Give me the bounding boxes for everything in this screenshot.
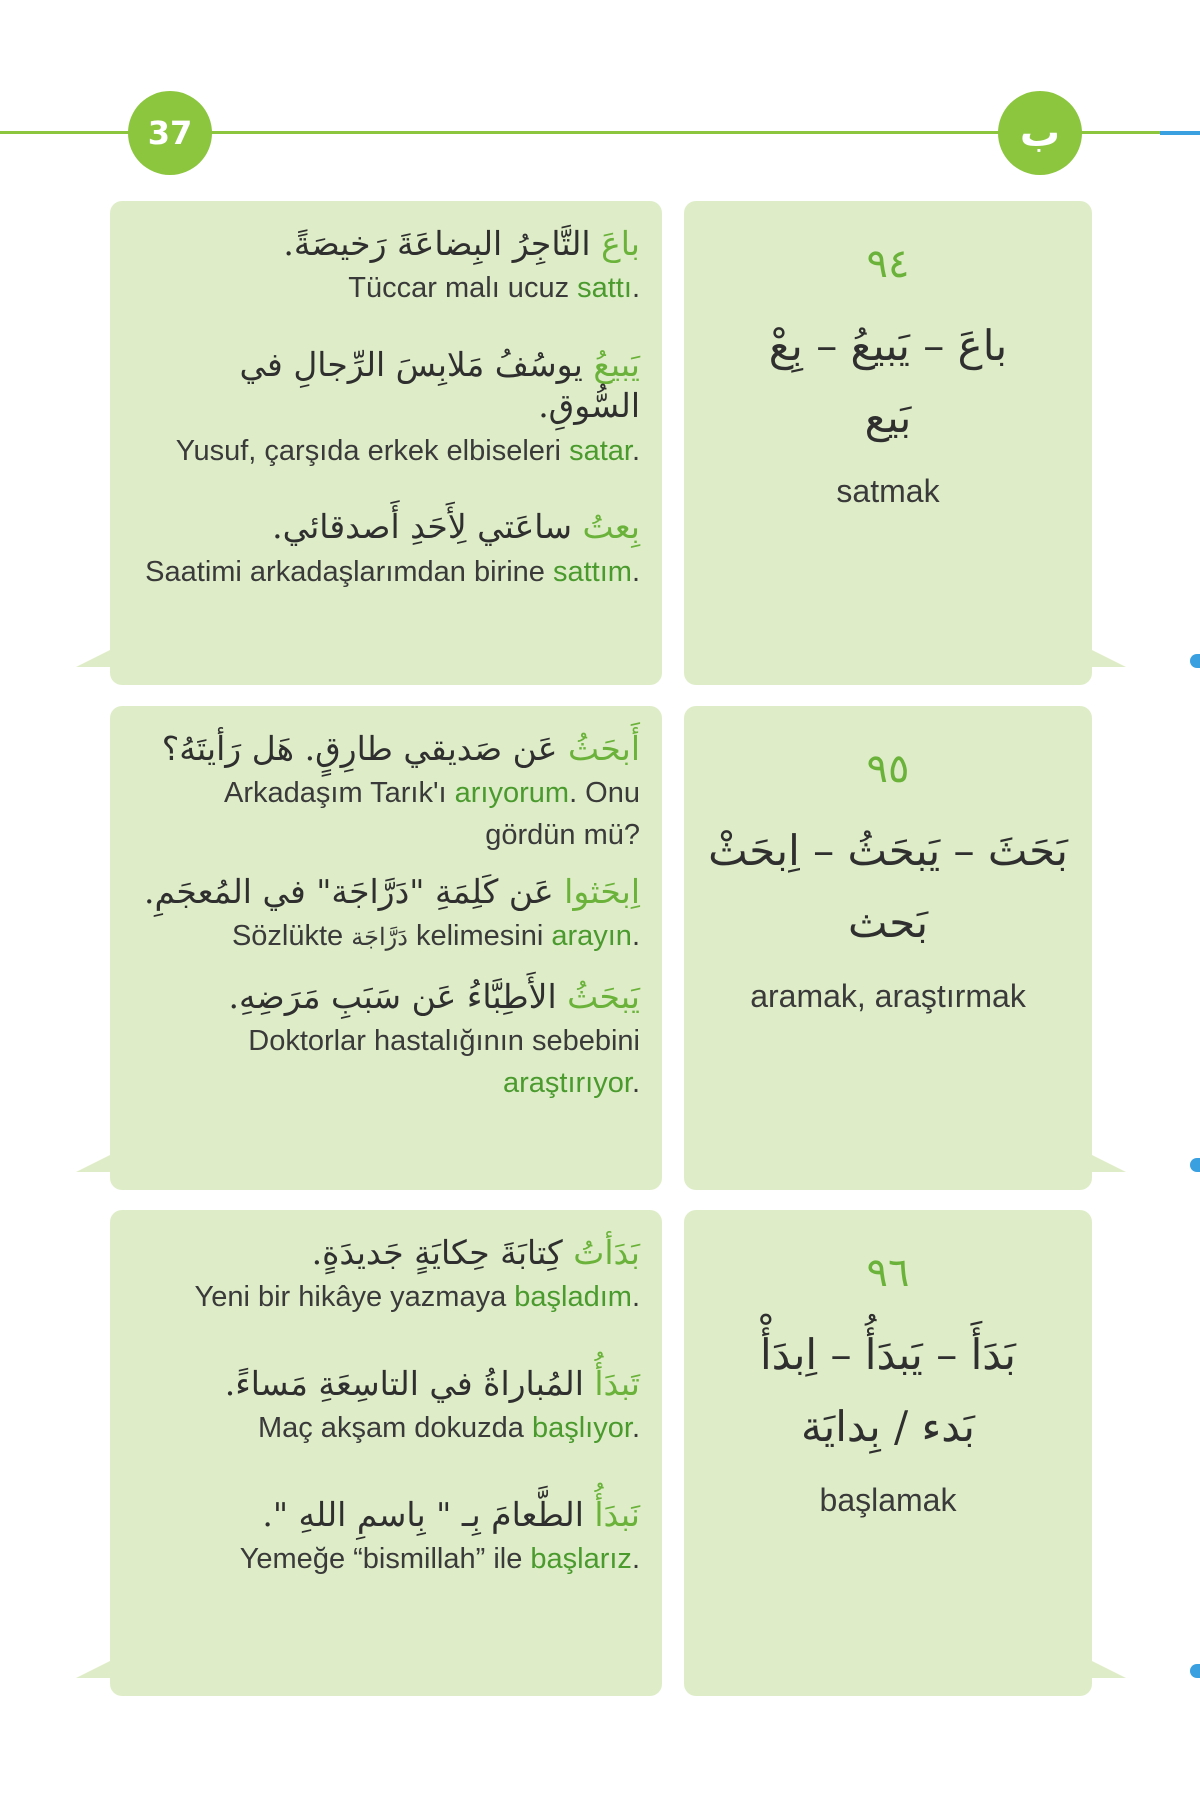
translation-text: . [631, 1066, 640, 1099]
example-item [140, 1232, 640, 1319]
translation-text: . [631, 1412, 640, 1445]
entry-number: ٩٦ [866, 1250, 910, 1296]
arabic-sentence-rest: ساعَتي لِأَحَدِ أَصدقائي. [272, 507, 583, 547]
translation-text: . Onu gördün mü? [485, 777, 640, 851]
arabic-sentence-rest: المُباراةُ في التاسِعَةِ مَساءً. [224, 1364, 595, 1403]
arabic-sentence [140, 344, 640, 427]
example-item [140, 1363, 640, 1450]
example-item [140, 506, 640, 593]
speech-tail [1090, 1154, 1126, 1172]
turkish-translation [140, 1408, 640, 1450]
example-item [140, 871, 640, 958]
translation-verb-highlight: başlarız [530, 1543, 632, 1576]
example-item [140, 344, 640, 472]
arabic-sentence [140, 1232, 640, 1273]
page-edge-marker [1190, 1664, 1200, 1678]
entry-number: ٩٥ [866, 746, 910, 792]
examples-card-95 [110, 706, 662, 1190]
examples-card-96 [110, 1210, 662, 1696]
translation-verb-highlight: arıyorum [454, 777, 570, 810]
speech-tail [76, 1660, 112, 1678]
verb-meaning: başlamak [819, 1482, 957, 1519]
arabic-verb-highlight: يَبيعُ [593, 345, 640, 384]
arabic-verb-highlight: تَبدَأُ [594, 1364, 640, 1403]
translation-verb-highlight: satar [569, 434, 632, 467]
translation-verb-highlight: başlıyor [531, 1412, 632, 1445]
example-item [140, 223, 640, 310]
example-item [140, 1494, 640, 1581]
verbal-noun: بَيع [864, 393, 912, 443]
arabic-sentence [140, 223, 640, 264]
section-letter: ب [998, 91, 1082, 175]
translation-text: . [631, 555, 640, 588]
arabic-sentence [140, 871, 640, 912]
translation-text: kelimesini [407, 920, 552, 952]
arabic-sentence [140, 506, 640, 547]
turkish-translation [140, 1021, 640, 1105]
turkish-translation [140, 1277, 640, 1319]
translation-verb-highlight: sattı [577, 272, 632, 305]
arabic-sentence-rest: كِتابَةَ حِكايَةٍ جَديدَةٍ. [311, 1233, 574, 1272]
example-item [140, 728, 640, 857]
arabic-sentence [140, 976, 640, 1017]
arabic-verb-highlight: اِبحَثوا [564, 871, 640, 911]
verb-forms: باعَ – يَبيعُ – بِعْ [768, 321, 1008, 370]
translation-text: Yemeğe “bismillah” ile [239, 1543, 531, 1576]
verb-forms: بَحَثَ – يَبحَثُ – اِبحَثْ [708, 826, 1068, 875]
arabic-verb-highlight: بَدَأتُ [573, 1233, 640, 1272]
translation-verb-highlight: başladım [514, 1281, 632, 1314]
translation-text: . [631, 920, 640, 952]
arabic-sentence [140, 1363, 640, 1404]
translation-arabic-word: دَرَّاجَة [351, 923, 408, 951]
arabic-sentence-rest: عَن صَديقي طارِقٍ. هَل رَأيتَهُ؟ [161, 729, 568, 768]
translation-text: Yeni bir hikâye yazmaya [194, 1281, 515, 1314]
turkish-translation [140, 916, 640, 958]
verb-forms: بَدَأَ – يَبدَأُ – اِبدَأْ [760, 1330, 1016, 1379]
arabic-sentence-rest: الطَّعامَ بِـ " بِاسمِ اللهِ ". [262, 1495, 595, 1534]
speech-tail [1090, 649, 1126, 667]
word-card-94 [684, 201, 1092, 685]
speech-tail [76, 649, 112, 667]
translation-text: . [631, 434, 640, 467]
arabic-verb-highlight: أَبحَثُ [567, 729, 640, 768]
translation-text: . [631, 1543, 640, 1576]
turkish-translation [140, 773, 640, 857]
translation-verb-highlight: sattım [552, 555, 632, 588]
word-card-95 [684, 706, 1092, 1190]
turkish-translation [140, 552, 640, 594]
arabic-verb-highlight: بِعتُ [582, 507, 640, 547]
page-edge-marker [1190, 1158, 1200, 1172]
example-item [140, 976, 640, 1105]
translation-text: . [631, 1281, 640, 1314]
verbal-noun: بَحث [847, 898, 929, 948]
verb-meaning: satmak [836, 473, 940, 510]
arabic-sentence [140, 728, 640, 769]
translation-verb-highlight: araştırıyor [503, 1066, 632, 1099]
arabic-verb-highlight: نَبدَأُ [594, 1495, 640, 1534]
translation-text: Yusuf, çarşıda erkek elbiseleri [175, 434, 570, 467]
arabic-sentence-rest: يوسُفُ مَلابِسَ الرِّجالِ في السُّوقِ. [239, 345, 640, 426]
translation-text: Sözlükte [231, 920, 352, 952]
header-divider-accent [1160, 131, 1200, 135]
turkish-translation [140, 1539, 640, 1581]
arabic-verb-highlight: باعَ [601, 224, 640, 263]
speech-tail [1090, 1660, 1126, 1678]
arabic-verb-highlight: يَبحَثُ [567, 976, 640, 1016]
speech-tail [76, 1154, 112, 1172]
verb-meaning: aramak, araştırmak [750, 978, 1026, 1015]
translation-text: Saatimi arkadaşlarımdan birine [145, 555, 553, 588]
arabic-sentence-rest: التَّاجِرُ البِضاعَةَ رَخيصَةً. [283, 224, 602, 263]
arabic-sentence [140, 1494, 640, 1535]
turkish-translation [140, 431, 640, 473]
word-card-96 [684, 1210, 1092, 1696]
examples-card-94 [110, 201, 662, 685]
translation-text: Arkadaşım Tarık'ı [224, 777, 455, 810]
entry-number: ٩٤ [866, 241, 910, 287]
translation-text: Maç akşam dokuzda [257, 1412, 532, 1445]
page-edge-marker [1190, 654, 1200, 668]
arabic-sentence-rest: الأَطِبَّاءُ عَن سَبَبِ مَرَضِهِ. [228, 976, 568, 1016]
arabic-sentence-rest: عَن كَلِمَةِ "دَرَّاجَة" في المُعجَمِ. [143, 871, 565, 911]
verbal-noun: بَدء / بِدايَة [801, 1402, 975, 1452]
translation-verb-highlight: arayın [551, 920, 632, 952]
translation-text: Tüccar malı ucuz [348, 272, 578, 305]
page-number: 37 [128, 91, 212, 175]
translation-text: Doktorlar hastalığının sebebini [248, 1025, 640, 1057]
turkish-translation [140, 268, 640, 310]
translation-text: . [631, 272, 640, 305]
